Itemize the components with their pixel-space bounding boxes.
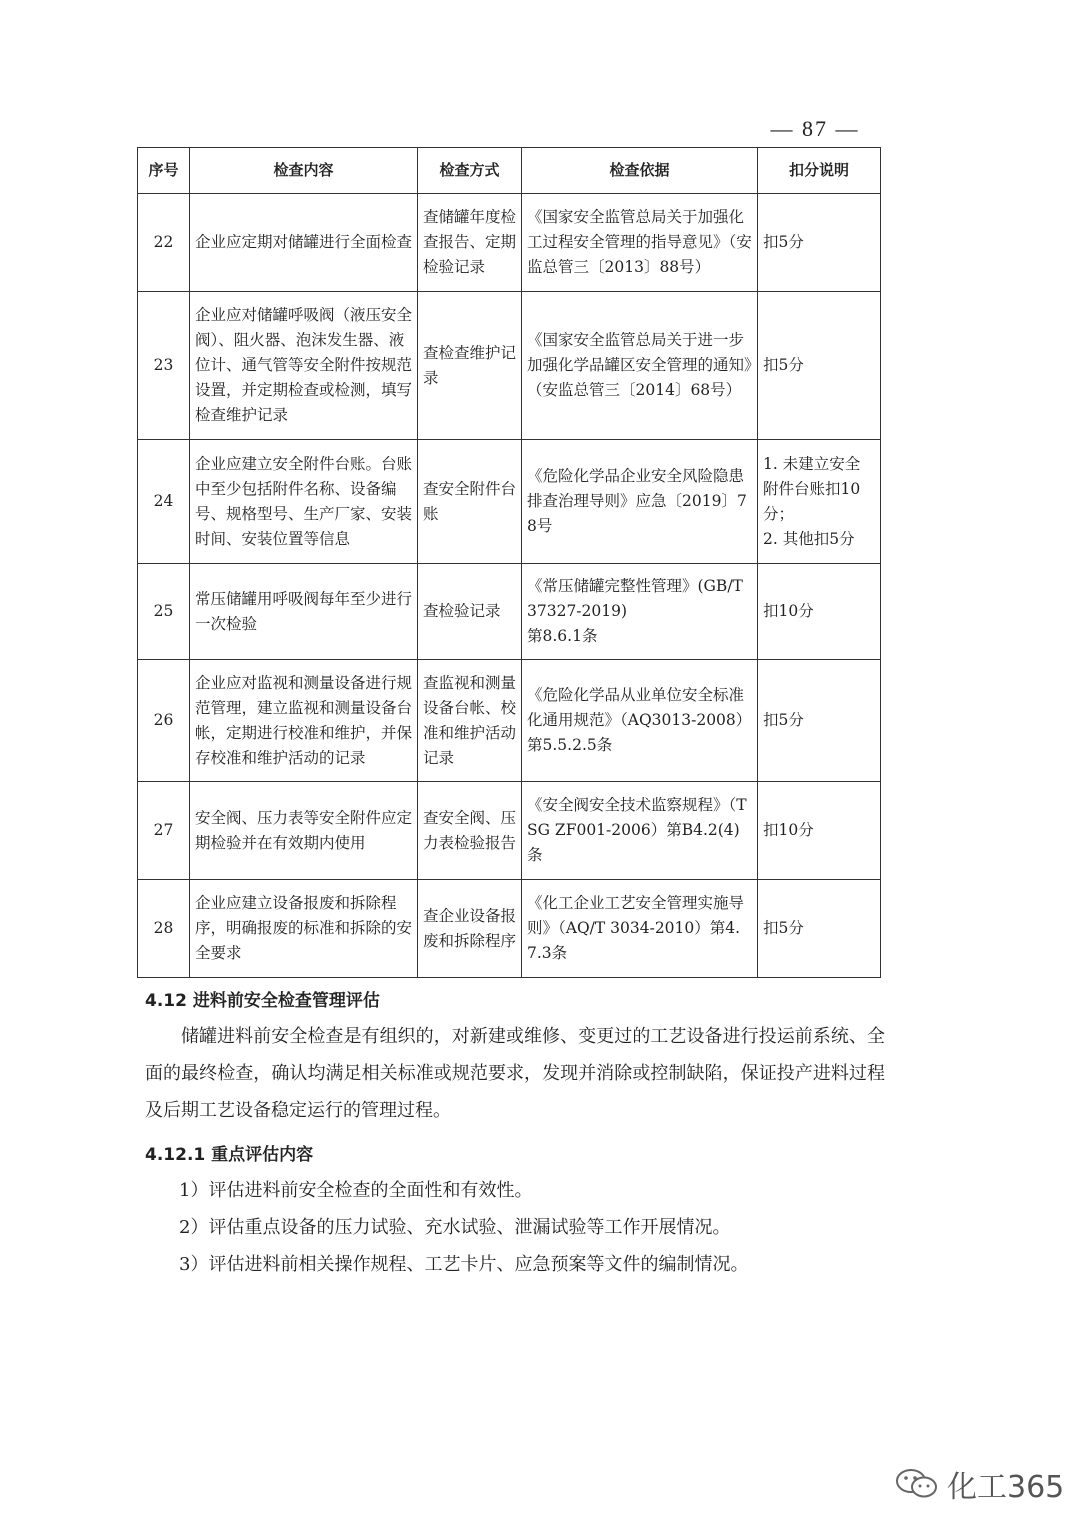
header-deduction: 扣分说明 <box>758 148 881 194</box>
row-content: 企业应对监视和测量设备进行规范管理，建立监视和测量设备台帐，定期进行校准和维护，并保存校准和维护活动的记录 <box>190 660 418 782</box>
evaluation-list <box>145 1172 885 1283</box>
section-body <box>145 1018 885 1129</box>
row-deduction: 扣5分 <box>758 660 881 782</box>
row-num: 22 <box>138 194 190 292</box>
table-row <box>138 880 881 978</box>
row-num: 23 <box>138 292 190 440</box>
row-content: 常压储罐用呼吸阀每年至少进行一次检验 <box>190 564 418 660</box>
row-content: 企业应对储罐呼吸阀（液压安全阀）、阻火器、泡沫发生器、液位计、通气管等安全附件按规范设置，并定期检查或检测，填写检查维护记录 <box>190 292 418 440</box>
watermark <box>895 1462 1075 1506</box>
row-method: 查企业设备报废和拆除程序 <box>418 880 522 978</box>
row-deduction: 扣10分 <box>758 564 881 660</box>
header-content: 检查内容 <box>190 148 418 194</box>
row-method: 查安全阀、压力表检验报告 <box>418 782 522 880</box>
row-deduction: 扣10分 <box>758 782 881 880</box>
wechat-icon <box>895 1468 939 1500</box>
table-row <box>138 782 881 880</box>
table-row <box>138 564 881 660</box>
header-num: 序号 <box>138 148 190 194</box>
section-paragraph: 储罐进料前安全检查是有组织的，对新建或维修、变更过的工艺设备进行投运前系统、全面的最终检查，确认均满足相关标准或规范要求，发现并消除或控制缺陷，保证投产进料过程及后期工艺设备稳定运行的管理过程。 <box>145 1026 885 1121</box>
header-method: 检查方式 <box>418 148 522 194</box>
subsection-heading <box>145 1140 885 1165</box>
page-number: — 87 — <box>770 116 860 141</box>
section-title: 4.12 进料前安全检查管理评估 <box>145 991 380 1011</box>
row-method: 查储罐年度检查报告、定期检验记录 <box>418 194 522 292</box>
row-deduction: 扣5分 <box>758 880 881 978</box>
table-row <box>138 440 881 564</box>
row-content: 企业应建立设备报废和拆除程序，明确报废的标准和拆除的安全要求 <box>190 880 418 978</box>
list-item: 2）评估重点设备的压力试验、充水试验、泄漏试验等工作开展情况。 <box>179 1217 731 1238</box>
row-method: 查检验记录 <box>418 564 522 660</box>
row-deduction: 扣5分 <box>758 194 881 292</box>
list-item: 1）评估进料前安全检查的全面性和有效性。 <box>179 1180 533 1201</box>
row-num: 28 <box>138 880 190 978</box>
row-basis: 《国家安全监管总局关于进一步加强化学品罐区安全管理的通知》（安监总管三〔2014〕68号） <box>522 292 758 440</box>
table-row <box>138 194 881 292</box>
row-basis: 《危险化学品企业安全风险隐患排查治理导则》应急〔2019〕78号 <box>522 440 758 564</box>
row-num: 27 <box>138 782 190 880</box>
row-deduction: 扣5分 <box>758 292 881 440</box>
table-row <box>138 660 881 782</box>
row-content: 安全阀、压力表等安全附件应定期检验并在有效期内使用 <box>190 782 418 880</box>
header-basis: 检查依据 <box>522 148 758 194</box>
row-basis: 《常压储罐完整性管理》(GB/T37327-2019) 第8.6.1条 <box>522 564 758 660</box>
list-item: 3）评估进料前相关操作规程、工艺卡片、应急预案等文件的编制情况。 <box>179 1254 749 1275</box>
row-num: 24 <box>138 440 190 564</box>
table-row <box>138 292 881 440</box>
row-method: 查安全附件台账 <box>418 440 522 564</box>
table-header-row <box>138 148 881 194</box>
row-num: 26 <box>138 660 190 782</box>
row-basis: 《国家安全监管总局关于加强化工过程安全管理的指导意见》（安监总管三〔2013〕88号） <box>522 194 758 292</box>
row-content: 企业应建立安全附件台账。台账中至少包括附件名称、设备编号、规格型号、生产厂家、安装时间、安装位置等信息 <box>190 440 418 564</box>
inspection-table <box>137 147 881 978</box>
row-content: 企业应定期对储罐进行全面检查 <box>190 194 418 292</box>
watermark-text: 化工365 <box>947 1470 1065 1505</box>
row-method: 查检查维护记录 <box>418 292 522 440</box>
row-basis: 《化工企业工艺安全管理实施导则》（AQ/T 3034-2010）第4.7.3条 <box>522 880 758 978</box>
subsection-title: 4.12.1 重点评估内容 <box>145 1145 314 1165</box>
section-heading <box>145 986 885 1011</box>
row-num: 25 <box>138 564 190 660</box>
row-basis: 《危险化学品从业单位安全标准化通用规范》（AQ3013-2008）第5.5.2.5条 <box>522 660 758 782</box>
row-basis: 《安全阀安全技术监察规程》（TSG ZF001-2006）第B4.2(4)条 <box>522 782 758 880</box>
row-method: 查监视和测量设备台帐、校准和维护活动记录 <box>418 660 522 782</box>
row-deduction: 1. 未建立安全附件台账扣10分； 2. 其他扣5分 <box>758 440 881 564</box>
